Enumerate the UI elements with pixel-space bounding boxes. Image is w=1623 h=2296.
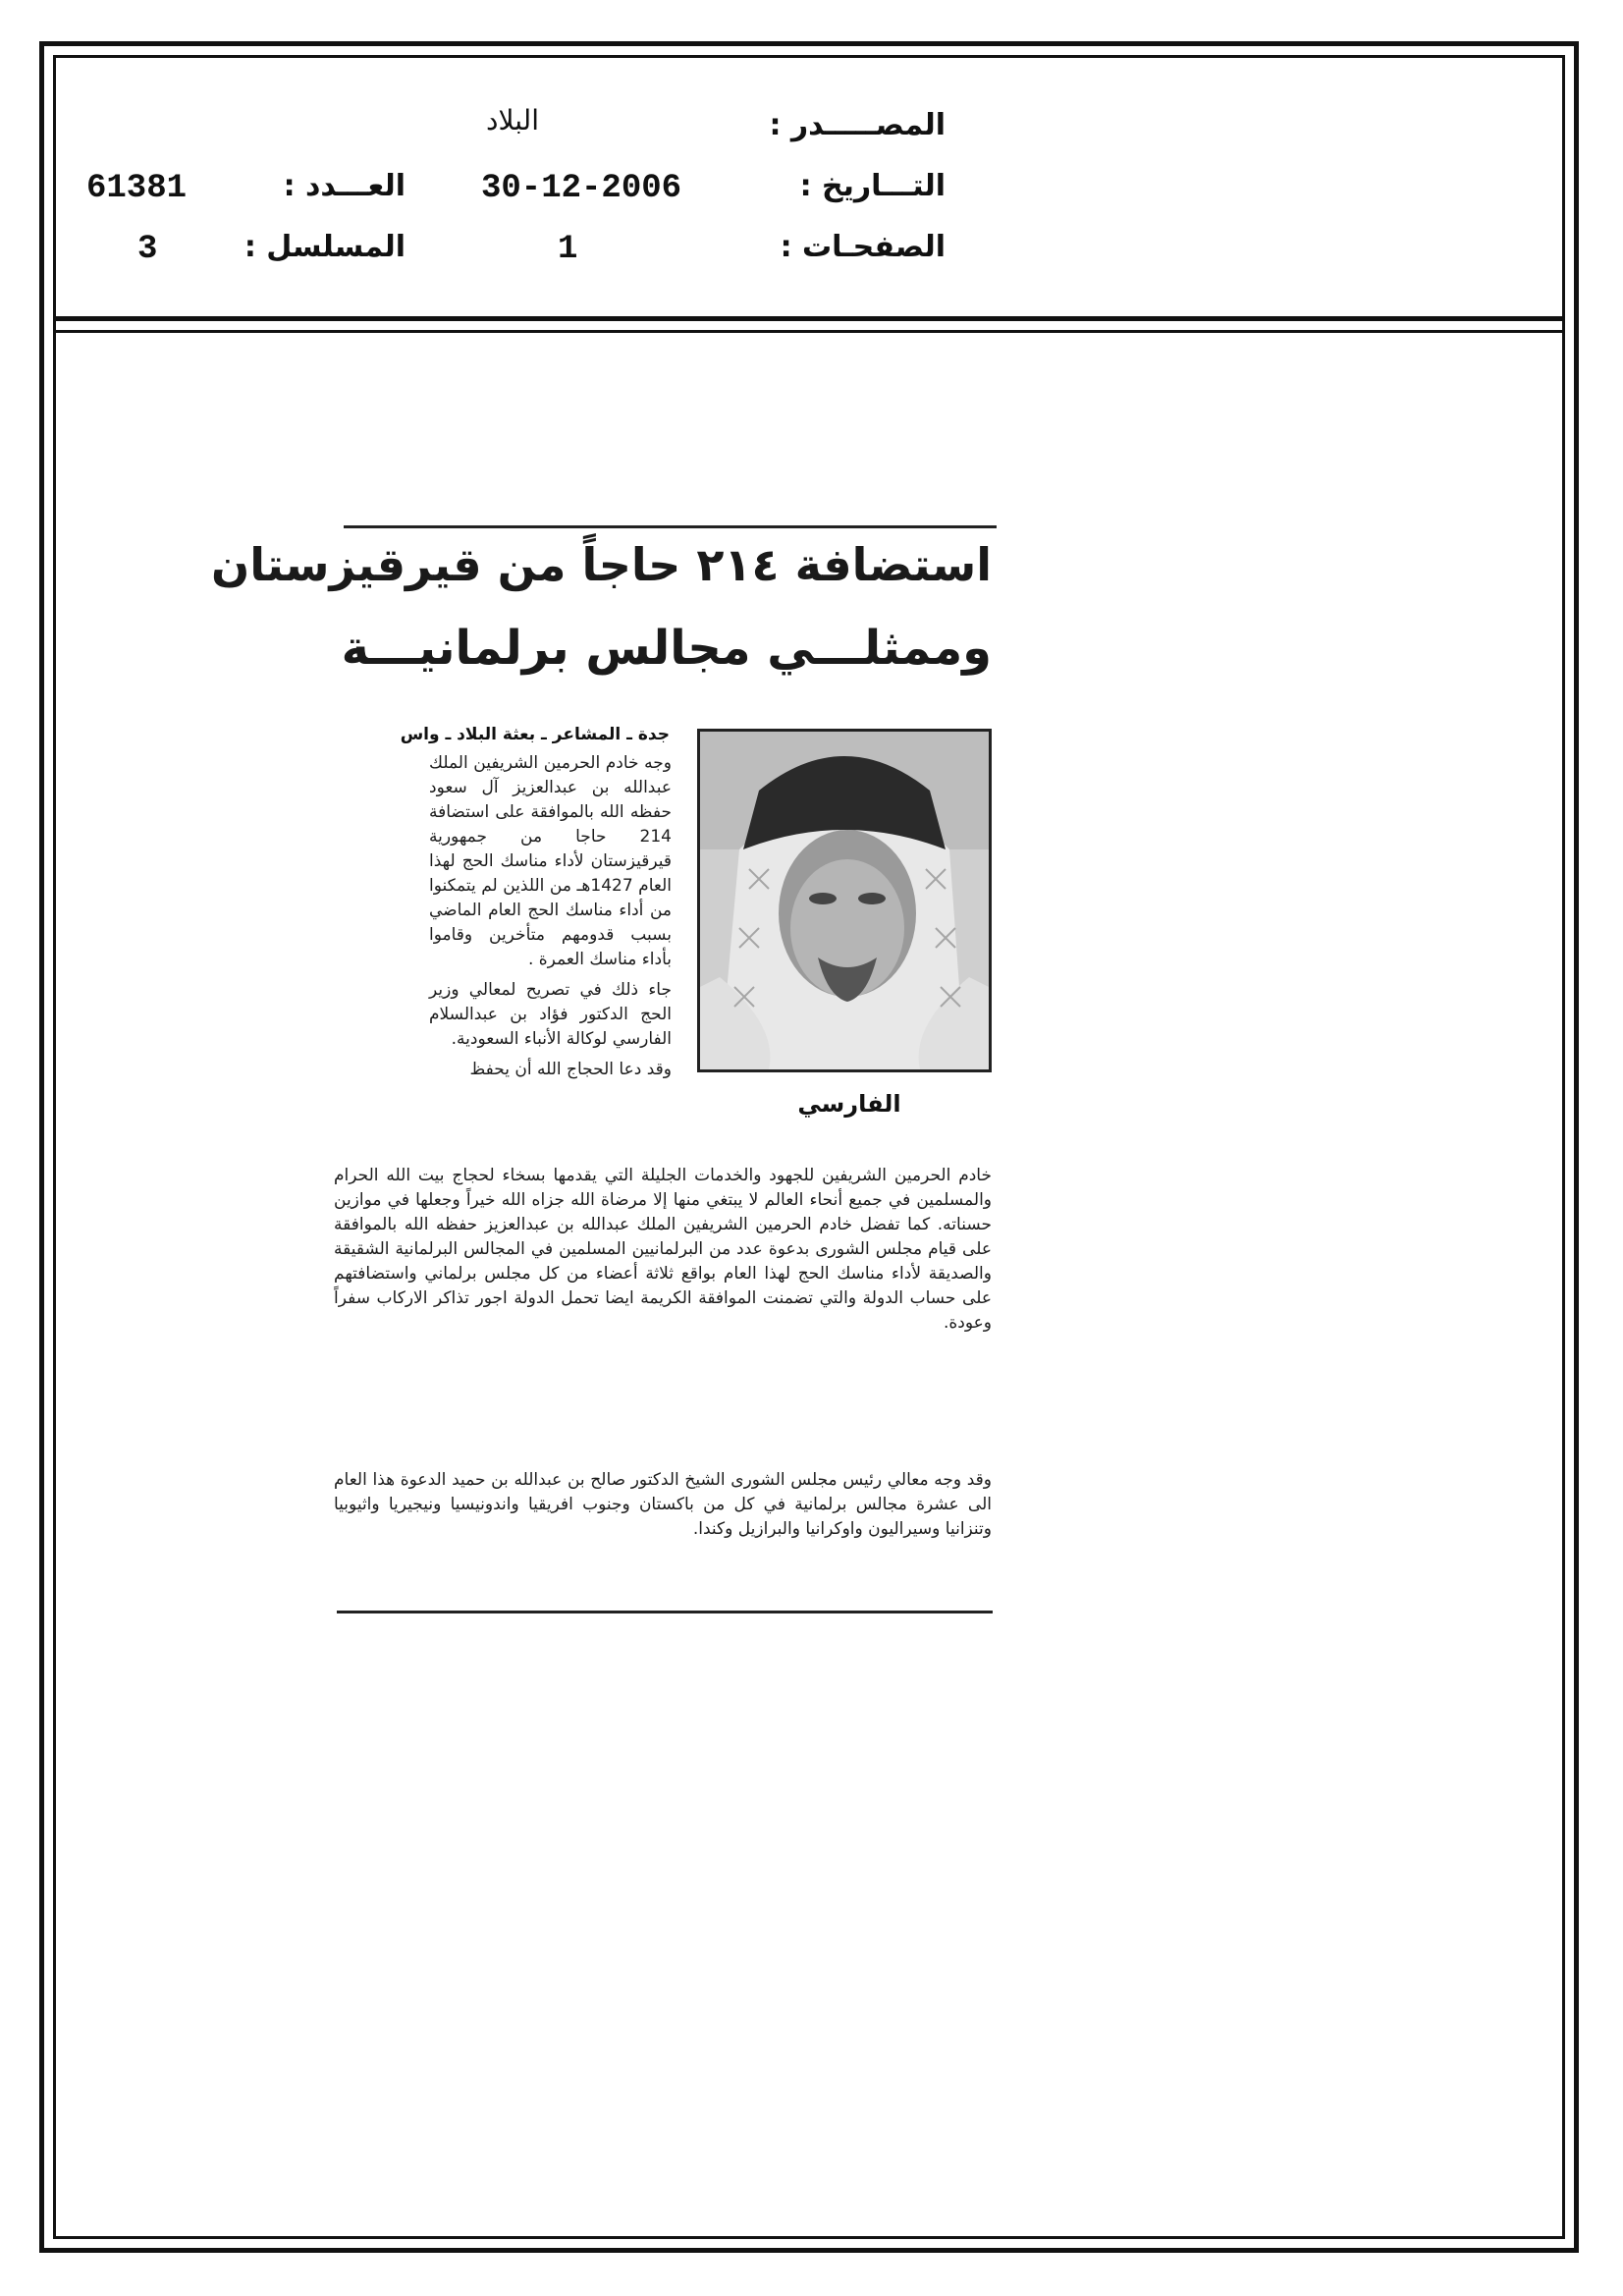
header-divider-thin — [53, 330, 1565, 333]
date-value: 30-12-2006 — [481, 170, 682, 207]
clipping-bottom-rule — [337, 1611, 993, 1613]
clipping-top-rule — [344, 525, 997, 528]
inner-border — [53, 55, 1565, 2239]
header-divider — [53, 316, 1565, 321]
serial-value: 3 — [137, 231, 158, 268]
article-column-wide-end — [334, 1468, 992, 1548]
headline-line-1: استضافة ٢١٤ حاجاً من قيرقيزستان — [211, 538, 992, 591]
paragraph-4: وقد وجه معالي رئيس مجلس الشورى الشيخ الدكتور صالح بن عبدالله بن حميد الدعوة هذا العام الى عشرة مجالس برلمانية في كل من باكستان وجنوب افريقيا واندونيسيا ونيجيريا واثيوبيا وتنزانيا وسيراليون واوكرانيا والبرازيل وكندا. — [334, 1470, 992, 1539]
article-column-narrow — [429, 751, 672, 1088]
serial-label: المسلسل : — [243, 230, 406, 264]
source-label: المصـــــدر : — [769, 108, 946, 142]
paragraph-1: وجه خادم الحرمين الشريفين الملك عبدالله بن عبدالعزيز آل سعود حفظه الله بالموافقة على استضافة 214 حاجا من جمهورية قيرقيزستان لأداء مناسك الحج لهذا العام 1427هـ من اللذين لم يتمكنوا من أداء مناسك الحج العام الماضي بسبب قدومهم متأخرين وقاموا بأداء مناسك العمرة . — [429, 753, 672, 969]
byline: جدة ـ المشاعر ـ بعثة البلاد ـ واس — [400, 725, 670, 744]
paragraph-3-start: وقد دعا الحجاج الله أن يحفظ — [469, 1060, 672, 1079]
issue-value: 61381 — [86, 170, 188, 207]
article-column-wide — [334, 1164, 992, 1341]
source-value: البلاد — [486, 104, 539, 137]
date-label: التـــاريخ : — [799, 169, 946, 203]
paragraph-3-rest: خادم الحرمين الشريفين للجهود والخدمات الجليلة التي يقدمها بسخاء لحجاج بيت الله الحرام والمسلمين في جميع أنحاء العالم لا يبتغي منها إلا مرضاة الله جزاه الله خيراً وجعلها في موازين حسناته. كما تفضل خادم الحرمين الشريفين الملك عبدالله بن عبدالعزيز حفظه الله بالموافقة على قيام مجلس الشورى بدعوة عدد من البرلمانيين المسلمين في المجالس البرلمانية الشقيقة والصديقة لأداء مناسك الحج لهذا العام بواقع ثلاثة أعضاء من كل مجلس برلماني واستضافتهم على حساب الدولة والتي تضمنت الموافقة الكريمة ايضا تحمل الدولة اجور تذاكر الاركاب سفراً وعودة. — [334, 1166, 992, 1333]
issue-label: العـــدد : — [283, 169, 406, 203]
headline-line-2: وممثلـــي مجالس برلمانيـــة — [341, 621, 992, 676]
pages-value: 1 — [558, 231, 578, 268]
portrait-photo — [697, 729, 992, 1072]
paragraph-2: جاء ذلك في تصريح لمعالي وزير الحج الدكتور فؤاد بن عبدالسلام الفارسي لوكالة الأنباء السعودية. — [429, 980, 672, 1049]
pages-label: الصفحـات : — [780, 230, 946, 264]
photo-caption: الفارسي — [797, 1090, 901, 1118]
